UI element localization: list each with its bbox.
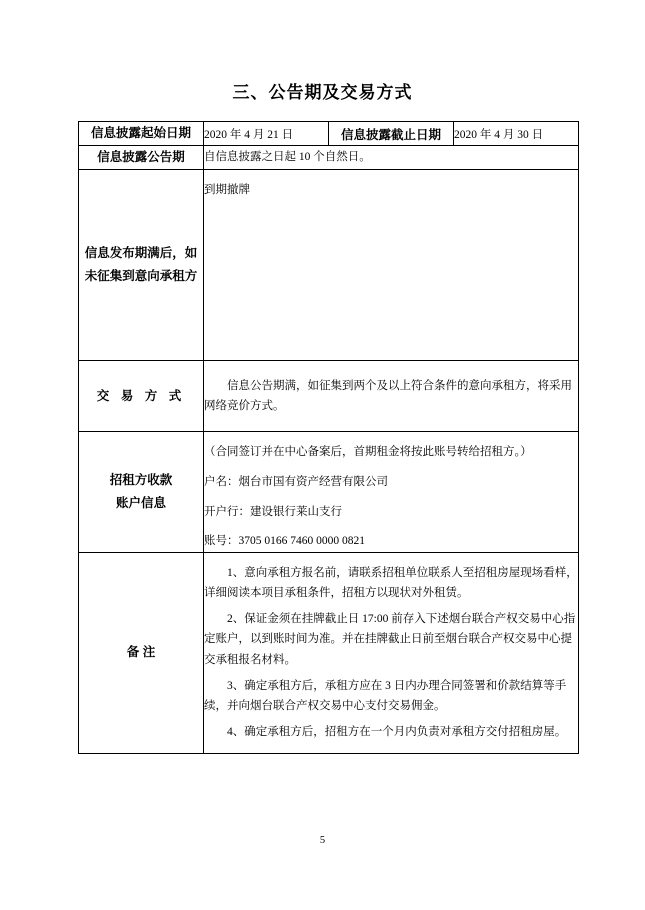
value-trade-method: 信息公告期满，如征集到两个及以上符合条件的意向承租方，将采用网络竞价方式。 [204, 361, 579, 432]
label-remarks: 备 注 [79, 553, 204, 754]
label-disclosure-end: 信息披露截止日期 [329, 122, 454, 146]
remark-item: 4、确定承租方后，招租方在一个月内负责对承租方交付招租房屋。 [227, 725, 567, 738]
page-title: 三、公告期及交易方式 [232, 83, 413, 102]
value-disclosure-period: 自信息披露之日起 10 个自然日。 [204, 146, 579, 170]
table-row [79, 432, 579, 553]
label-account-info-line2: 账户信息 [115, 496, 166, 511]
value-account-info [204, 432, 579, 553]
value-disclosure-end: 2020 年 4 月 30 日 [454, 122, 579, 146]
account-note: （合同签订并在中心备案后，首期租金将按此账号转给招租方。） [204, 446, 532, 459]
page-number: 5 [319, 835, 326, 846]
remark-item: 2、保证金须在挂牌截止日 17:00 前存入下述烟台联合产权交易中心指定账户，以到账时间为准。并在挂牌截止日前至烟台联合产权交易中心提交承租报名材料。 [204, 613, 576, 666]
label-trade-method: 交 易 方 式 [79, 361, 204, 432]
remark-item: 3、确定承租方后，承租方应在 3 日内办理合同签署和价款结算等手续，并向烟台联合产权交易中心支付交易佣金。 [204, 679, 567, 712]
label-account-info-line1: 招租方收款 [109, 473, 173, 487]
table-row [79, 146, 579, 170]
label-no-intent-result: 信息发布期满后，如未征集到意向承租方 [79, 170, 204, 361]
remark-item: 1、意向承租方报名前，请联系招租单位联系人至招租房屋现场看样，详细阅读本项目承租条件，招租方以现状对外租赁。 [204, 567, 578, 600]
value-remarks [204, 553, 579, 754]
account-name: 户名：烟台市国有资产经营有限公司 [204, 475, 388, 488]
value-disclosure-start: 2020 年 4 月 21 日 [204, 122, 329, 146]
value-no-intent-result: 到期撤牌 [204, 170, 579, 361]
table-row [79, 122, 579, 146]
account-bank: 开户行：建设银行莱山支行 [204, 505, 342, 518]
label-disclosure-start: 信息披露起始日期 [79, 122, 204, 146]
label-account-info [79, 432, 204, 553]
table-row [79, 361, 579, 432]
label-disclosure-period: 信息披露公告期 [79, 146, 204, 170]
announcement-table [78, 121, 579, 754]
account-number: 账号：3705 0166 7460 0000 0821 [204, 535, 365, 548]
table-row [79, 553, 579, 754]
table-row [79, 170, 579, 361]
